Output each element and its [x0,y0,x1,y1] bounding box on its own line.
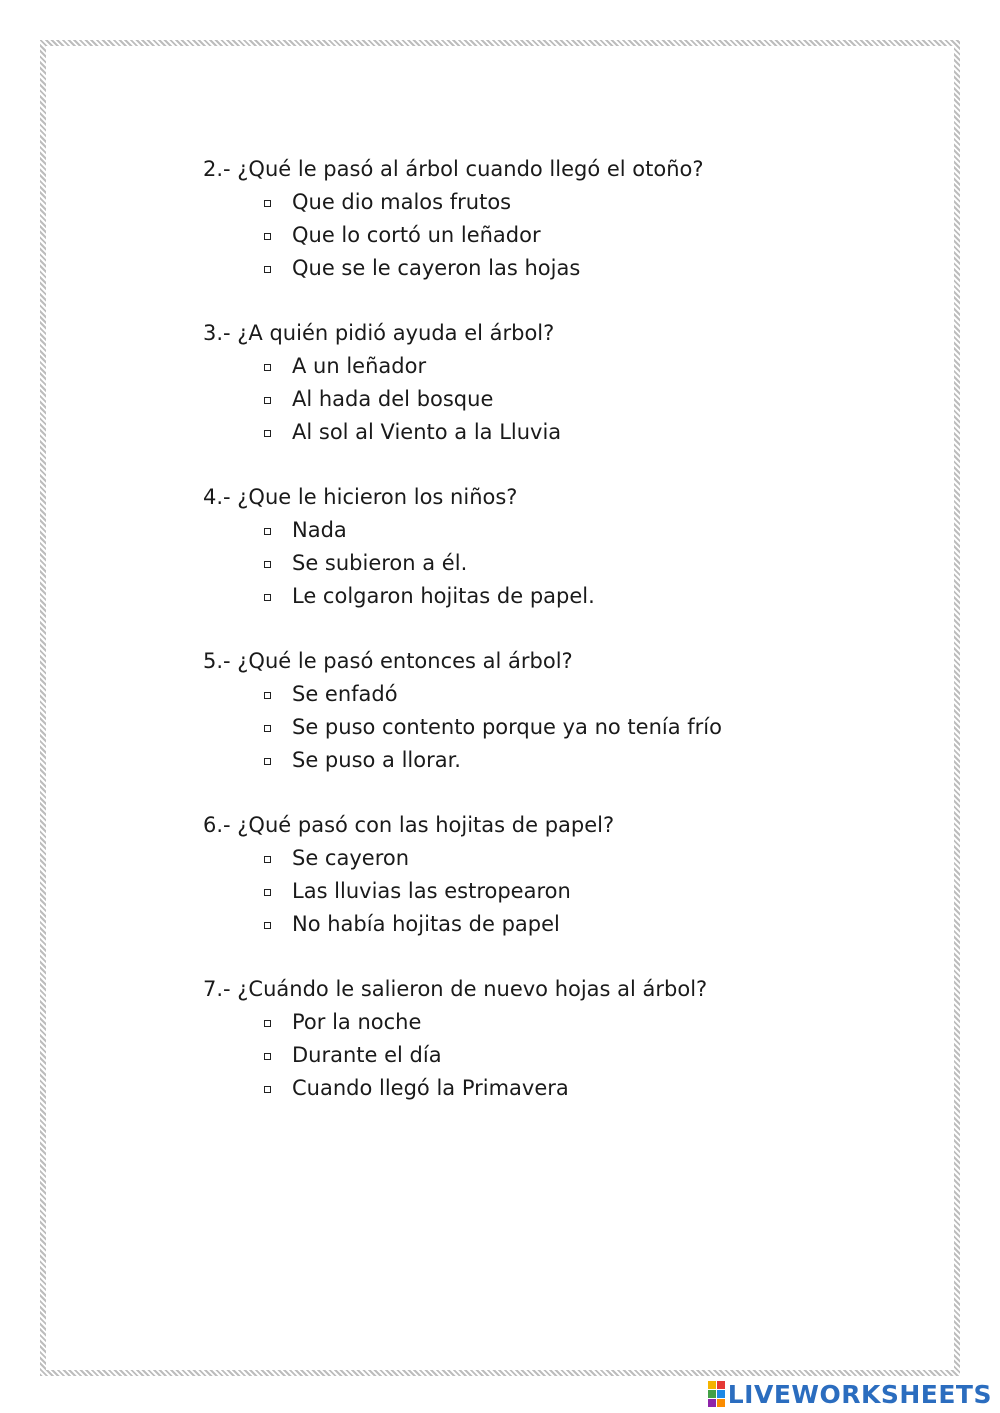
answer-option[interactable] [203,908,923,941]
answer-option[interactable] [203,744,923,777]
answer-option[interactable] [203,1006,923,1039]
checkbox-icon[interactable] [264,528,271,535]
checkbox-icon[interactable] [264,397,271,404]
logo-tile [717,1390,725,1398]
logo-tile [708,1399,716,1407]
checkbox-icon[interactable] [264,594,271,601]
question-3 [203,317,923,449]
liveworksheets-logo-icon [708,1381,725,1407]
answer-option[interactable] [203,547,923,580]
question-7 [203,973,923,1105]
answer-option[interactable] [203,514,923,547]
checkbox-icon[interactable] [264,364,271,371]
checkbox-icon[interactable] [264,725,271,732]
option-list [203,842,923,941]
option-label: Se cayeron [292,846,410,870]
liveworksheets-logo[interactable] [708,1379,992,1409]
question-title: 4.- ¿Que le hicieron los niños? [203,485,518,509]
answer-option[interactable] [203,580,923,613]
option-list [203,1006,923,1105]
checkbox-icon[interactable] [264,1020,271,1027]
checkbox-icon[interactable] [264,758,271,765]
checkbox-icon[interactable] [264,200,271,207]
answer-option[interactable] [203,416,923,449]
option-label: Que lo cortó un leñador [292,223,541,247]
question-title: 6.- ¿Qué pasó con las hojitas de papel? [203,813,615,837]
option-label: Las lluvias las estropearon [292,879,571,903]
option-list [203,514,923,613]
question-list [203,153,923,1137]
option-label: Cuando llegó la Primavera [292,1076,569,1100]
checkbox-icon[interactable] [264,889,271,896]
option-label: Se enfadó [292,682,398,706]
answer-option[interactable] [203,678,923,711]
logo-tile [708,1390,716,1398]
question-6 [203,809,923,941]
logo-tile [708,1381,716,1389]
checkbox-icon[interactable] [264,922,271,929]
answer-option[interactable] [203,1072,923,1105]
answer-option[interactable] [203,711,923,744]
option-label: Por la noche [292,1010,422,1034]
answer-option[interactable] [203,875,923,908]
answer-option[interactable] [203,219,923,252]
question-title: 3.- ¿A quién pidió ayuda el árbol? [203,321,555,345]
checkbox-icon[interactable] [264,1053,271,1060]
checkbox-icon[interactable] [264,856,271,863]
checkbox-icon[interactable] [264,561,271,568]
answer-option[interactable] [203,383,923,416]
checkbox-icon[interactable] [264,692,271,699]
option-label: Al sol al Viento a la Lluvia [292,420,562,444]
logo-text: LIVEWORKSHEETS [727,1379,992,1409]
option-label: Se subieron a él. [292,551,468,575]
option-label: Se puso a llorar. [292,748,461,772]
option-label: Durante el día [292,1043,442,1067]
question-title: 5.- ¿Qué le pasó entonces al árbol? [203,649,573,673]
option-label: Que dio malos frutos [292,190,512,214]
logo-tile [717,1399,725,1407]
answer-option[interactable] [203,186,923,219]
checkbox-icon[interactable] [264,233,271,240]
question-5 [203,645,923,777]
option-label: Nada [292,518,347,542]
checkbox-icon[interactable] [264,1086,271,1093]
option-label: A un leñador [292,354,427,378]
checkbox-icon[interactable] [264,430,271,437]
question-title: 2.- ¿Qué le pasó al árbol cuando llegó el otoño? [203,157,704,181]
option-label: Se puso contento porque ya no tenía frío [292,715,722,739]
option-label: No había hojitas de papel [292,912,560,936]
question-title: 7.- ¿Cuándo le salieron de nuevo hojas al árbol? [203,977,708,1001]
answer-option[interactable] [203,1039,923,1072]
option-label: Al hada del bosque [292,387,494,411]
question-2 [203,153,923,285]
question-4 [203,481,923,613]
answer-option[interactable] [203,350,923,383]
option-list [203,350,923,449]
option-label: Le colgaron hojitas de papel. [292,584,595,608]
option-label: Que se le cayeron las hojas [292,256,581,280]
logo-tile [717,1381,725,1389]
answer-option[interactable] [203,842,923,875]
answer-option[interactable] [203,252,923,285]
option-list [203,186,923,285]
checkbox-icon[interactable] [264,266,271,273]
option-list [203,678,923,777]
